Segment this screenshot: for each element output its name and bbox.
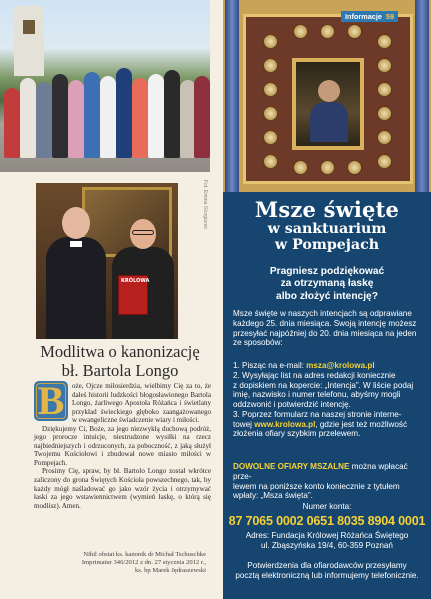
- address-line-2: ul. Zbąszyńska 19/4, 60-359 Poznań: [261, 540, 393, 550]
- sanctuary-altar-photo: [223, 0, 431, 192]
- prayer-paragraph-3: Prosimy Cię, spraw, by bł. Bartolo Longo został wkrótce zaliczony do grona Świętych Kościoła powszechnego, tak, by każdy mógł naśladować go jako wzór życia i otrzymywać łaski za jego wstawiennictwem (wymień łaskę, o którą się modlisz). Amen.: [34, 467, 211, 510]
- confirmation-note: [223, 561, 431, 581]
- imprimatur: [30, 551, 206, 576]
- mass-offer: [233, 462, 423, 501]
- intro-line-1: Msze święte w naszych intencjach są odprawiane: [233, 309, 412, 318]
- step-1: [233, 361, 423, 371]
- step-3-line-3: złożenia ofiary szybkim przelewem.: [233, 429, 361, 439]
- prayer-title-line2: bł. Bartola Longo: [61, 361, 179, 380]
- step-3-line-1: 3. Poprzez formularz na naszej stronie interne-: [233, 409, 402, 419]
- prayer-paragraph-1: oże, Ojcze miłosierdzia, wielbimy Cię za to, że dałeś historii ludzkości błogosławionego Bartola Longo, żarliwego Apostoła Różańca i świetlany przykład świeckiego głęboko zaangażowanego w ewangeliczne świadczenie wiary i miłości.: [72, 382, 211, 425]
- offer-line-3: wpłaty: „Msza święta”.: [233, 491, 313, 501]
- offer-highlight: DOWOLNE OFIARY MSZALNE: [233, 462, 350, 471]
- prayer-title-line1: Modlitwa o kanonizację: [40, 342, 200, 361]
- section-badge: [341, 11, 398, 22]
- group-photo: [0, 0, 210, 172]
- mass-title: [223, 198, 431, 253]
- dropcap-letter: B: [37, 378, 65, 423]
- confirmation-line-2: pocztą elektroniczną lub informujemy telefonicznie.: [235, 570, 419, 580]
- step-3-line-2: [233, 420, 423, 430]
- step-2-line-4: oddzwonić i potwierdzić intencję.: [233, 400, 351, 409]
- prayer-title: [30, 342, 210, 380]
- confirmation-line-1: Potwierdzenia dla ofiarodawców przesyłamy: [247, 561, 407, 570]
- foundation-address: [223, 531, 431, 551]
- page-number: 59: [385, 12, 395, 21]
- step-2-line-1: 2. Wysyłając list na adres redakcji koniecznie: [233, 370, 396, 380]
- mass-title-line2: w sanktuarium: [267, 221, 387, 237]
- imprimatur-line-1: Nihil obstat ks. kanonik dr Michał Tschuschke: [83, 551, 206, 558]
- photo-credit: Fot. Emma Giorgianni: [202, 180, 208, 229]
- mass-title-line3: w Pompejach: [274, 237, 380, 253]
- intro-line-2: każdego 25. dnia miesiąca. Swoją intencję możesz: [233, 318, 417, 328]
- email-link[interactable]: msza@krolowa.pl: [306, 361, 375, 370]
- step-1-prefix: 1. Pisząc na e-mail:: [233, 361, 307, 370]
- magazine-title: KRÓLOWA: [121, 278, 150, 284]
- offer-rest: można wpłacać prze-: [233, 462, 408, 481]
- monument: [14, 6, 44, 76]
- portrait-photo: [36, 183, 178, 339]
- madonna-icon: [292, 58, 364, 150]
- prayer-paragraph-2: Dziękujemy Ci, Boże, za jego niezwykłą duchową podróż, jego prorocze intuicje, niestrudzone wysiłki na rzecz najbiedniejszych i odrzuconych, za poboczność, z jaką służył Twojemu Kościołowi i zbudował nowe miasto miłości w Pompejach.: [34, 424, 211, 467]
- account-number: 87 7065 0002 0651 8035 8904 0001: [228, 514, 426, 528]
- address-line-1: Adres: Fundacja Królowej Różańca Świętego: [245, 531, 409, 540]
- step-2-line-3: imię, nazwisko i numer telefonu, abyśmy mogli: [233, 390, 401, 400]
- intro-line-3: przesyłać najpóźniej do 20. dnia miesiąca na jeden: [233, 328, 417, 338]
- offer-line-1: [233, 462, 423, 482]
- section-label: Informacje: [345, 12, 382, 21]
- account-label: Numer konta:: [302, 502, 352, 511]
- intro-line-4: ze sposobów:: [233, 338, 283, 348]
- imprimatur-line-2: Imprimatur 346/2012 z dn. 27 stycznia 2012 r.,: [81, 559, 206, 567]
- step-3-suffix: , gdzie jest też możliwość: [315, 419, 408, 429]
- mass-steps: [233, 361, 423, 439]
- website-link[interactable]: www.krolowa.pl: [254, 419, 316, 429]
- mass-intro: [233, 309, 423, 348]
- offer-line-2: lewem na poniższe konto koniecznie z tytułem: [233, 481, 400, 491]
- question-line-2: za otrzymaną łaskę: [280, 278, 374, 290]
- pilgrim-group: [0, 68, 210, 158]
- bishop-figure: [44, 207, 108, 339]
- imprimatur-line-3: ks. bp Marek Jędraszewski: [134, 567, 206, 575]
- mass-title-line1: Msze święte: [254, 197, 400, 222]
- prayer-text: [34, 382, 211, 510]
- step-3-prefix: towej: [233, 419, 255, 429]
- question-line-3: albo złożyć intencję?: [276, 290, 378, 302]
- step-2-line-2: z dopiskiem na kopercie: „Intencja”. W liście podaj: [233, 380, 414, 390]
- magazine-cover: [118, 275, 148, 315]
- mass-question: [223, 266, 431, 303]
- question-line-1: Pragniesz podziękować: [269, 266, 385, 277]
